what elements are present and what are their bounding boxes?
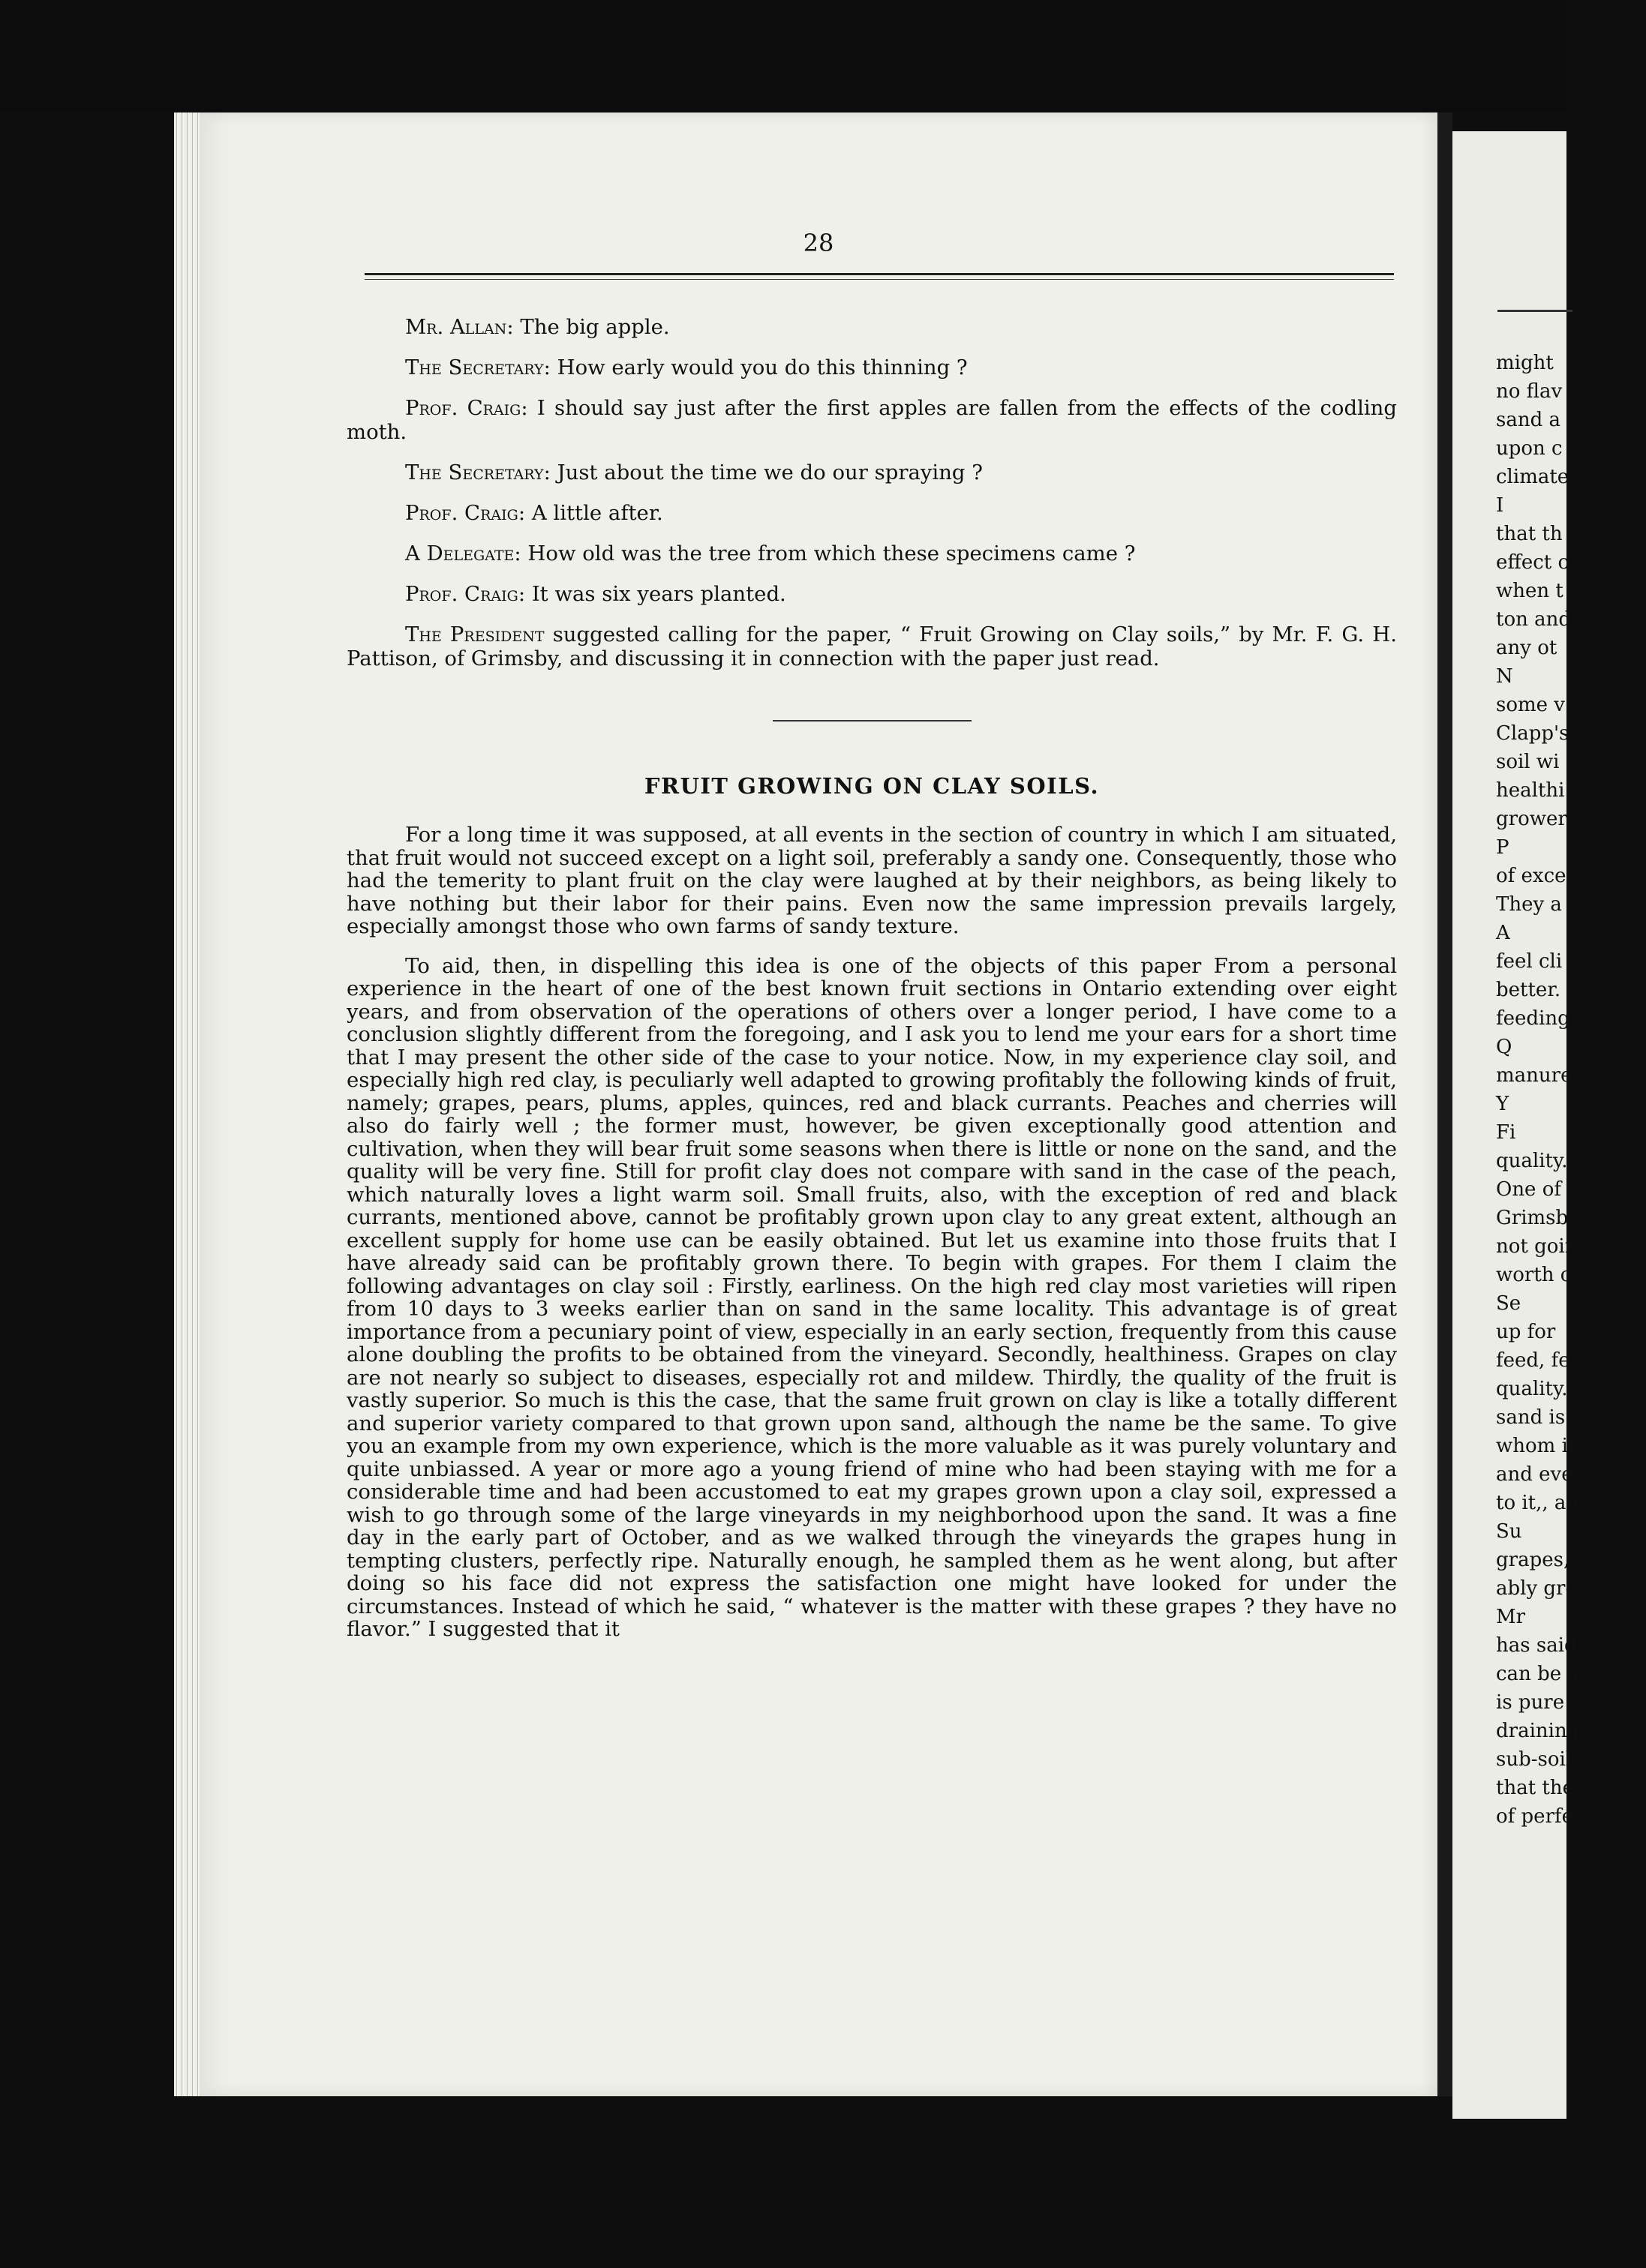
facing-page-line: of perfe bbox=[1496, 1805, 1574, 1828]
facing-page-line: not goir bbox=[1496, 1235, 1575, 1258]
facing-page-line: sand a bbox=[1496, 409, 1560, 431]
facing-page-line: can be s bbox=[1496, 1663, 1578, 1685]
speaker-name: The Secretary bbox=[405, 460, 544, 484]
facing-page-line: of exce bbox=[1496, 865, 1566, 887]
facing-page-line: sub-soils bbox=[1496, 1748, 1582, 1771]
page-content bbox=[347, 315, 1397, 1658]
dialogue-line bbox=[347, 582, 1397, 606]
speaker-name: The President bbox=[405, 622, 545, 646]
facing-page-line: when t bbox=[1496, 580, 1563, 602]
dialogue-line bbox=[347, 501, 1397, 525]
facing-page-text bbox=[1496, 349, 1646, 1831]
facing-page-line: that the bbox=[1496, 1777, 1574, 1799]
facing-page-line: upon c bbox=[1496, 437, 1563, 460]
facing-page-line: I bbox=[1496, 494, 1504, 517]
facing-page-line: whom it bbox=[1496, 1435, 1576, 1457]
facing-page-line: feel cli bbox=[1496, 950, 1563, 973]
facing-page-line: Se bbox=[1496, 1292, 1521, 1315]
speaker-name: Prof. Craig bbox=[405, 396, 521, 420]
facing-page-line: has said bbox=[1496, 1634, 1577, 1657]
speaker-name: A Delegate bbox=[405, 542, 515, 566]
dialogue-text: : It was six years planted. bbox=[518, 582, 786, 606]
article-paragraph: For a long time it was supposed, at all events in the section of country in which I am situated, that fruit would not succeed except on a light soil, preferably a sandy one. Consequently, those who had the temerity to plant fruit on the clay were laughed at by their neighbors, as being likely to have nothing but their labor for their pains. Even now the same impression prevails largely, especially amongst those who own farms of sandy texture. bbox=[347, 823, 1397, 938]
facing-page-line: better. bbox=[1496, 979, 1561, 1001]
article-paragraph: To aid, then, in dispelling this idea is one of the objects of this paper From a personal experience in the heart of one of the best known fruit sections in Ontario extending over eight years, and from observation of the operations of others over a longer period, I have come to a conclusion slightly different from the foregoing, and I ask you to lend me your ears for a short time that I may present the other side of the case to your notice. Now, in my experience clay soil, and especially high red clay, is peculiarly well adapted to growing profitably the following kinds of fruit, namely; grapes, pears, plums, apples, quinces, red and black currants. Peaches and cherries will also do fairly well ; the former must, however, be given exceptionally good attention and cultivation, when they will bear fruit some seasons when there is little or none on the sand, and the quality will be very fine. Still for profit clay does not compare with sand in the case of the peach, which naturally loves a light warm soil. Small fruits, also, with the exception of red and black currants, mentioned above, cannot be profitably grown upon clay to any great extent, although an excellent supply for home use can be easily obtained. But let us examine into those fruits that I have already said can be profitably grown there. To begin with grapes. For them I claim the following advantages on clay soil : Firstly, earliness. On the high red clay most varieties will ripen from 10 days to 3 weeks earlier than on sand in the same locality. This advantage is of great importance from a pecuniary point of view, especially in an early section, frequently from this cause alone doubling the profits to be obtained from the vineyard. Secondly, healthiness. Grapes on clay are not nearly so subject to diseases, especially rot and mildew. Thirdly, the quality of the fruit is vastly superior. So much is this the case, that the same fruit grown on clay is like a totally different and superior variety compared to that grown upon sand, although the name be the same. To give you an example from my own experience, which is the more valuable as it was purely voluntary and quite unbiassed. A year or more ago a young friend of mine who had been staying with me for a considerable time and had been accustomed to eat my grapes grown upon a clay soil, expressed a wish to go through some of the large vineyards in my neighborhood upon the sand. It was a fine day in the early part of October, and as we walked through the vineyards the grapes hung in tempting clusters, perfectly ripe. Naturally enough, he sampled them as he went along, but after doing so his face did not express the satisfaction one might have looked for under the circumstances. Instead of which he said, “ whatever is the matter with these grapes ? they have no flavor.” I suggested that it bbox=[347, 953, 1397, 1641]
facing-page-line: ably gro bbox=[1496, 1577, 1578, 1600]
book-gutter bbox=[1437, 112, 1452, 2096]
speaker-name: The Secretary bbox=[405, 356, 544, 380]
facing-page-line: Y bbox=[1496, 1093, 1509, 1115]
dialogue-line bbox=[347, 542, 1397, 566]
article-heading: FRUIT GROWING ON CLAY SOILS. bbox=[644, 773, 1100, 799]
facing-page-line: up for bbox=[1496, 1321, 1556, 1343]
facing-page-line: ton and bbox=[1496, 608, 1572, 631]
dialogue-line bbox=[347, 356, 1397, 380]
facing-page-line: quality. bbox=[1496, 1150, 1568, 1172]
dialogue-line bbox=[347, 396, 1397, 444]
facing-page-line: manure bbox=[1496, 1064, 1572, 1087]
facing-page-line: grower bbox=[1496, 808, 1567, 830]
facing-page-line: Fi bbox=[1496, 1121, 1516, 1144]
facing-page-edge bbox=[1452, 131, 1582, 2119]
facing-page-line: Grimsb bbox=[1496, 1207, 1569, 1229]
speaker-name: Mr. Allan bbox=[405, 315, 507, 339]
facing-page-line: effect o bbox=[1496, 551, 1570, 574]
scan-backdrop bbox=[0, 0, 1566, 112]
facing-page-rule bbox=[1497, 310, 1572, 312]
facing-page-line: quality. bbox=[1496, 1378, 1568, 1400]
facing-page-line: draining bbox=[1496, 1720, 1580, 1742]
facing-page-line: Su bbox=[1496, 1520, 1522, 1543]
speaker-name: Prof. Craig bbox=[405, 501, 518, 525]
facing-page-line: P bbox=[1496, 836, 1509, 859]
dialogue-text: : How early would you do this thinning ? bbox=[543, 356, 968, 380]
dialogue-text: : I should say just after the first apples are fallen from the effects of the codling moth. bbox=[347, 396, 1397, 444]
facing-page-line: to it,, an bbox=[1496, 1492, 1579, 1514]
facing-page-line: Clapp's bbox=[1496, 722, 1569, 745]
facing-page-line: some v bbox=[1496, 694, 1565, 716]
dialogue-text: : The big apple. bbox=[506, 315, 670, 339]
page-number: 28 bbox=[803, 229, 834, 257]
facing-page-line: soil wi bbox=[1496, 751, 1560, 773]
facing-page-line: They a bbox=[1496, 893, 1562, 916]
facing-page-line: N bbox=[1496, 665, 1513, 688]
dialogue-text: : Just about the time we do our spraying ? bbox=[543, 460, 984, 484]
header-rule bbox=[365, 273, 1394, 275]
dialogue-line bbox=[347, 315, 1397, 339]
page-stack-edges bbox=[174, 112, 200, 2096]
facing-page-line: feeding bbox=[1496, 1007, 1570, 1030]
header-rule-thin bbox=[365, 279, 1394, 280]
facing-page-line: any ot bbox=[1496, 637, 1557, 659]
facing-page-line: is pure c bbox=[1496, 1691, 1581, 1714]
facing-page-line: grapes, bbox=[1496, 1549, 1570, 1571]
dialogue-line bbox=[347, 460, 1397, 484]
facing-page-line: healthi bbox=[1496, 779, 1565, 802]
facing-page-line: might bbox=[1496, 352, 1554, 374]
section-divider bbox=[773, 720, 972, 722]
facing-page-line: Q bbox=[1496, 1036, 1512, 1058]
dialogue-text: : A little after. bbox=[518, 501, 663, 525]
dialogue-text: : How old was the tree from which these specimens came ? bbox=[514, 542, 1136, 566]
facing-page-line: and eve bbox=[1496, 1463, 1573, 1486]
facing-page-line: no flav bbox=[1496, 380, 1563, 403]
facing-page-line: One of bbox=[1496, 1178, 1561, 1201]
facing-page-line: worth c bbox=[1496, 1264, 1572, 1286]
facing-page-line: that th bbox=[1496, 523, 1563, 545]
dialogue-text: suggested calling for the paper, “ Fruit Growing on Clay soils,” by Mr. F. G. H. Pattison, of Grimsby, and discussing it in connection with the paper just read. bbox=[347, 622, 1397, 670]
facing-page-line: sand is bbox=[1496, 1406, 1566, 1429]
facing-page-line: Mr bbox=[1496, 1606, 1526, 1628]
facing-page-line: feed, fe bbox=[1496, 1349, 1570, 1372]
dialogue-line bbox=[347, 622, 1397, 670]
document-page bbox=[200, 112, 1437, 2096]
speaker-name: Prof. Craig bbox=[405, 582, 518, 606]
facing-page-line: climate bbox=[1496, 466, 1569, 488]
facing-page-line: A bbox=[1496, 922, 1510, 944]
